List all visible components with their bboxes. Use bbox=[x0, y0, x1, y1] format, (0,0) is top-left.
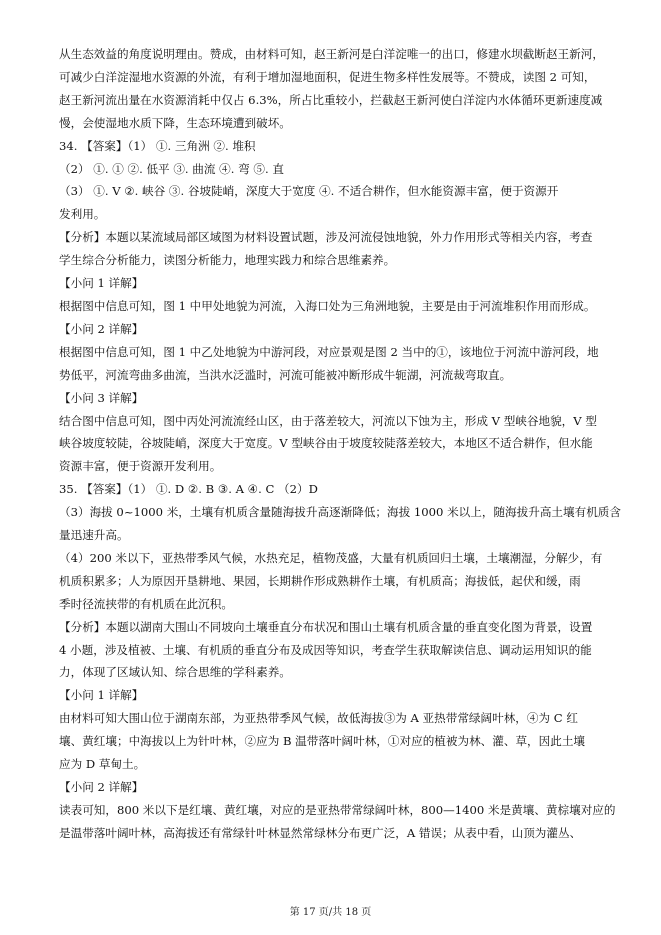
text-line: 根据图中信息可知，图 1 中乙处地貌为中游河段，对应景观是图 2 当中的①，该地位于河流中游河段，地 bbox=[59, 344, 599, 359]
text-line: 由材料可知大围山位于湖南东部，为亚热带季风气候，故低海拔③为 A 亚热带常绿阔叶林，④为 C 红 bbox=[59, 711, 578, 726]
text-line: 根据图中信息可知，图 1 中甲处地貌为河流，入海口处为三角洲地貌，主要是由于河流堆积作用而形成。 bbox=[59, 298, 596, 313]
text-line: 【小问 2 详解】 bbox=[59, 780, 144, 794]
text-line: 力，体现了区域认知、综合思维的学科素养。 bbox=[59, 665, 291, 680]
text-line: 35. 【答案】（1） ①. D ②. B ③. A ④. C （2）D bbox=[59, 482, 318, 497]
text-line: 赵王新河流出量在水资源消耗中仅占 6.3%，所占比重较小，拦截赵王新河使白洋淀内水体循环更新速度减 bbox=[59, 92, 603, 107]
text-line: 【小问 1 详解】 bbox=[59, 688, 144, 703]
text-line: 【分析】本题以某流域局部区域图为材料设置试题，涉及河流侵蚀地貌，外力作用形式等相关内容，考查 bbox=[59, 230, 593, 245]
text-line: 34. 【答案】（1） ①. 三角洲 ②. 堆积 bbox=[59, 138, 256, 153]
text-line: 应为 D 草甸土。 bbox=[59, 757, 146, 772]
text-line: 【小问 3 详解】 bbox=[59, 390, 144, 405]
text-line: （2） ①. ① ②. 低平 ③. 曲流 ④. 弯 ⑤. 直 bbox=[59, 161, 284, 176]
text-line: 机质积累多；人为原因开垦耕地、果园，长期耕作形成熟耕作土壤，有机质高；海拔低，起伏和缓，雨 bbox=[59, 573, 581, 588]
text-line: 【小问 1 详解】 bbox=[59, 276, 144, 291]
text-line: 峡谷坡度较陡，谷坡陡峭，深度大于宽度。V 型峡谷由于坡度较陡落差较大，本地区不适合耕作，但水能 bbox=[59, 436, 593, 451]
text-line: 发利用。 bbox=[59, 207, 106, 222]
text-line: （3）海拔 0~1000 米，土壤有机质含量随海拔升高逐渐降低；海拔 1000 米以上，随海拔升高土壤有机质含 bbox=[59, 505, 621, 520]
text-line: 是温带落叶阔叶林，高海拔还有常绿针叶林显然常绿林分布更广泛，A 错误；从表中看，山顶为灌丛、 bbox=[59, 825, 582, 840]
text-line: （4）200 米以下，亚热带季风气候，水热充足，植物茂盛，大量有机质回归土壤，土壤潮湿，分解少，有 bbox=[59, 550, 603, 565]
text-line: 结合图中信息可知，图中丙处河流流经山区，由于落差较大，河流以下蚀为主，形成 V 型峡谷地貌，V 型 bbox=[59, 413, 597, 428]
page-footer: 第 17 页/共 18 页 bbox=[289, 907, 372, 918]
document-body bbox=[59, 43, 621, 845]
text-line: 可减少白洋淀湿地水资源的外流，有利于增加湿地面积，促进生物多样性发展等。不赞成，读图 2 可知， bbox=[59, 69, 596, 84]
text-line: 势低平，河流弯曲多曲流，当洪水泛滥时，河流可能被冲断形成牛轭湖，河流裁弯取直。 bbox=[59, 367, 512, 382]
text-line: 季时径流挟带的有机质在此沉积。 bbox=[59, 596, 233, 611]
text-line: 读表可知，800 米以下是红壤、黄红壤，对应的是亚热带常绿阔叶林，800—1400 米是黄壤、黄棕壤对应的 bbox=[59, 802, 616, 817]
text-line: 资源丰富，便于资源开发利用。 bbox=[59, 459, 222, 474]
text-line: 量迅速升高。 bbox=[59, 528, 129, 543]
text-line: 4 小题，涉及植被、土壤、有机质的垂直分布及成因等知识，考查学生获取解读信息、调动运用知识的能 bbox=[59, 642, 592, 657]
text-line: 从生态效益的角度说明理由。赞成，由材料可知，赵王新河是白洋淀唯一的出口，修建水坝截断赵王新河， bbox=[59, 47, 604, 61]
text-line: 【小问 2 详解】 bbox=[59, 321, 144, 336]
text-line: （3） ①. V ②. 峡谷 ③. 谷坡陡峭，深度大于宽度 ④. 不适合耕作，但水能资源丰富，便于资源开 bbox=[59, 184, 559, 199]
text-line: 壤、黄红壤；中海拔以上为针叶林，②应为 B 温带落叶阔叶林，①对应的植被为林、灌、草，因此土壤 bbox=[59, 734, 586, 749]
text-line: 学生综合分析能力，读图分析能力，地理实践力和综合思维素养。 bbox=[59, 253, 396, 268]
text-line: 慢，会使湿地水质下降，生态环境遭到破坏。 bbox=[59, 115, 291, 130]
text-line: 【分析】本题以湖南大围山不同坡向土壤垂直分布状况和围山土壤有机质含量的垂直变化图为背景，设置 bbox=[59, 619, 593, 634]
